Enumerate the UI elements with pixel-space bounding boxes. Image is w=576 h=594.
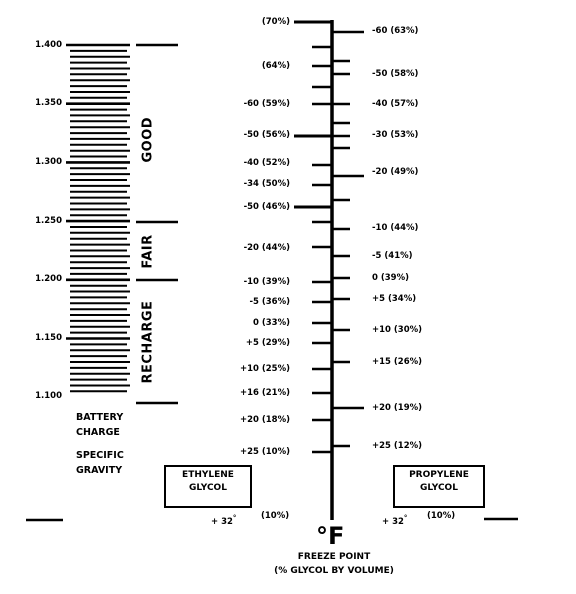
propylene-label: +5 (34%) (372, 294, 417, 304)
zone-fair-label: FAIR (140, 234, 156, 269)
ethylene-label: +25 (10%) (239, 447, 290, 457)
sg-tick-label: 1.200 (35, 274, 62, 284)
ethylene-label: +10 (25%) (239, 364, 290, 374)
propylene-label: +20 (19%) (372, 403, 423, 413)
ethylene-bottom-temp (211, 513, 236, 527)
propylene-bottom-pct: (10%) (427, 511, 456, 521)
degree-symbol: ° (403, 514, 408, 522)
sg-tick-label: 1.100 (35, 391, 62, 401)
propylene-glycol-box (393, 465, 485, 508)
ethylene-label: -50 (56%) (243, 130, 290, 140)
battery-caption-1: BATTERY (76, 412, 124, 423)
ethylene-label: -5 (36%) (249, 297, 290, 307)
sg-tick-label: 1.300 (35, 157, 62, 167)
fahrenheit-unit: °F (316, 522, 345, 550)
footer-line2: (% GLYCOL BY VOLUME) (274, 566, 394, 576)
ethylene-label: -10 (39%) (243, 277, 290, 287)
footer-line1: FREEZE POINT (297, 552, 371, 562)
propylene-bottom-temp-value: + 32 (382, 516, 404, 527)
sg-tick-label: 1.250 (35, 216, 62, 226)
propylene-label: -10 (44%) (372, 223, 419, 233)
ethylene-glycol-box (164, 465, 252, 508)
ethylene-label: -40 (52%) (243, 158, 290, 168)
ethylene-label: -60 (59%) (243, 99, 290, 109)
battery-caption-2: CHARGE (76, 427, 120, 438)
zone-recharge-label: RECHARGE (140, 300, 156, 384)
ethylene-label: -34 (50%) (243, 179, 290, 189)
sg-tick-label: 1.400 (35, 40, 62, 50)
propylene-label: -40 (57%) (372, 99, 419, 109)
propylene-label: -60 (63%) (372, 26, 419, 36)
ethylene-label: 0 (33%) (253, 318, 290, 328)
ethylene-label: +16 (21%) (239, 388, 290, 398)
propylene-label: +15 (26%) (372, 357, 423, 367)
ethylene-label: -20 (44%) (243, 243, 290, 253)
propylene-label: -20 (49%) (372, 167, 419, 177)
propylene-label: -5 (41%) (372, 251, 413, 261)
ethylene-bottom-pct: (10%) (261, 511, 290, 521)
propylene-bottom-temp (382, 513, 407, 527)
ethylene-box-line1: ETHYLENE (182, 470, 234, 480)
sg-tick-label: 1.150 (35, 333, 62, 343)
ethylene-label: (70%) (261, 17, 290, 27)
propylene-label: -50 (58%) (372, 69, 419, 79)
ethylene-box-line2: GLYCOL (189, 483, 227, 493)
ethylene-bottom-temp-value: + 32 (211, 516, 233, 527)
battery-caption-3: SPECIFIC (76, 450, 124, 461)
ethylene-label: (64%) (261, 61, 290, 71)
propylene-box-line2: GLYCOL (420, 483, 458, 493)
propylene-label: -30 (53%) (372, 130, 419, 140)
ethylene-label: -50 (46%) (243, 202, 290, 212)
propylene-box-line1: PROPYLENE (409, 470, 469, 480)
propylene-label: +10 (30%) (372, 325, 423, 335)
sg-tick-label: 1.350 (35, 98, 62, 108)
degree-symbol: ° (232, 514, 237, 522)
zone-good-label: GOOD (140, 116, 156, 163)
battery-caption-4: GRAVITY (76, 465, 123, 476)
propylene-label: 0 (39%) (372, 273, 409, 283)
ethylene-label: +20 (18%) (239, 415, 290, 425)
ethylene-label: +5 (29%) (245, 338, 290, 348)
propylene-label: +25 (12%) (372, 441, 423, 451)
